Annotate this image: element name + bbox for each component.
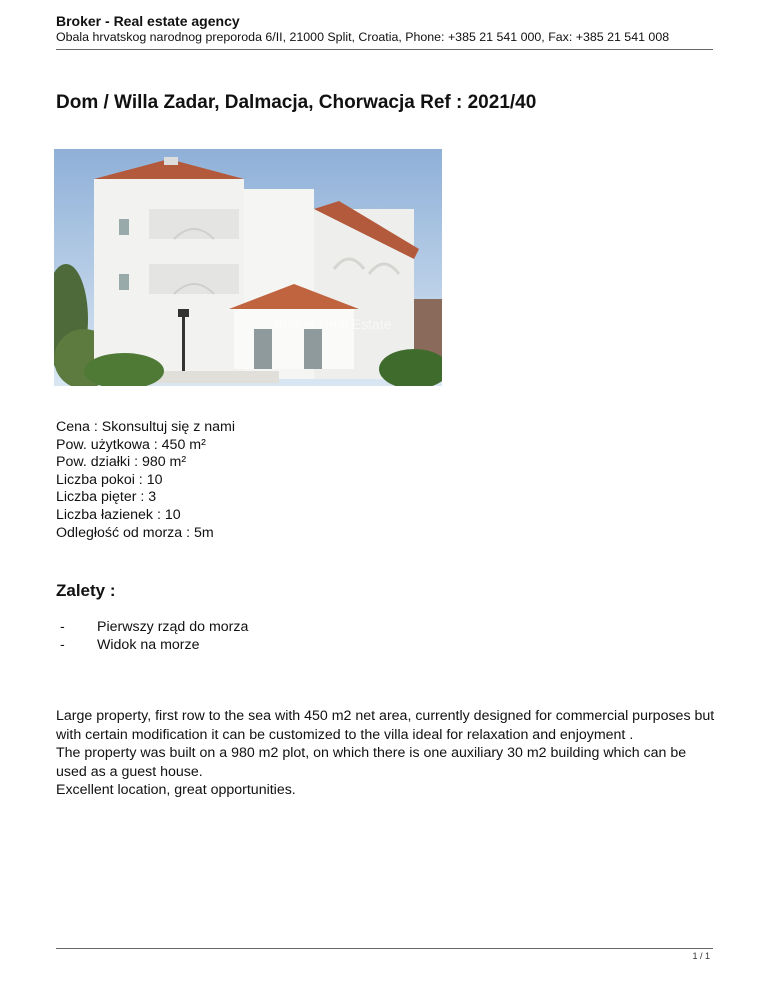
company-address: Obala hrvatskog narodnog preporoda 6/II, 21000 Split, Croatia, Phone: +385 21 541 000, Fax: +385 21 541 008 bbox=[56, 30, 670, 44]
property-photo bbox=[54, 149, 442, 386]
list-item: - Pierwszy rząd do morza bbox=[56, 618, 248, 636]
spec-living-area: Pow. użytkowa : 450 m² bbox=[56, 436, 206, 453]
description bbox=[56, 707, 716, 800]
spec-sea-distance: Odległość od morza : 5m bbox=[56, 524, 214, 541]
advantages-heading: Zalety : bbox=[56, 581, 116, 600]
spec-floors: Liczba pięter : 3 bbox=[56, 489, 157, 506]
spec-plot-area: Pow. działki : 980 m² bbox=[56, 454, 187, 471]
listing-title: Dom / Willa Zadar, Dalmacja, Chorwacja Ref : 2021/40 bbox=[56, 92, 537, 113]
photo-watermark: Broker Real Estate bbox=[274, 316, 392, 332]
description-paragraph: The property was built on a 980 m2 plot, on which there is one auxiliary 30 m2 building which can be used as a guest house. bbox=[56, 745, 687, 780]
header-divider bbox=[56, 49, 713, 50]
list-item: - Widok na morze bbox=[56, 636, 248, 654]
spec-price: Cena : Skonsultuj się z nami bbox=[56, 419, 236, 435]
description-paragraph: Excellent location, great opportunities. bbox=[56, 782, 296, 799]
page-number: 1 / 1 bbox=[692, 951, 710, 961]
page-header bbox=[56, 13, 713, 45]
footer-divider bbox=[56, 948, 713, 949]
spec-list bbox=[56, 419, 235, 542]
spec-rooms: Liczba pokoi : 10 bbox=[56, 471, 163, 488]
description-paragraph: Large property, first row to the sea with 450 m2 net area, currently designed for commercial purposes but with certain modification it can be customized to the villa ideal for relaxation and enjoyment . bbox=[56, 708, 715, 743]
company-name: Broker - Real estate agency bbox=[56, 13, 240, 29]
spec-bathrooms: Liczba łazienek : 10 bbox=[56, 506, 181, 523]
advantages-list bbox=[56, 618, 248, 654]
